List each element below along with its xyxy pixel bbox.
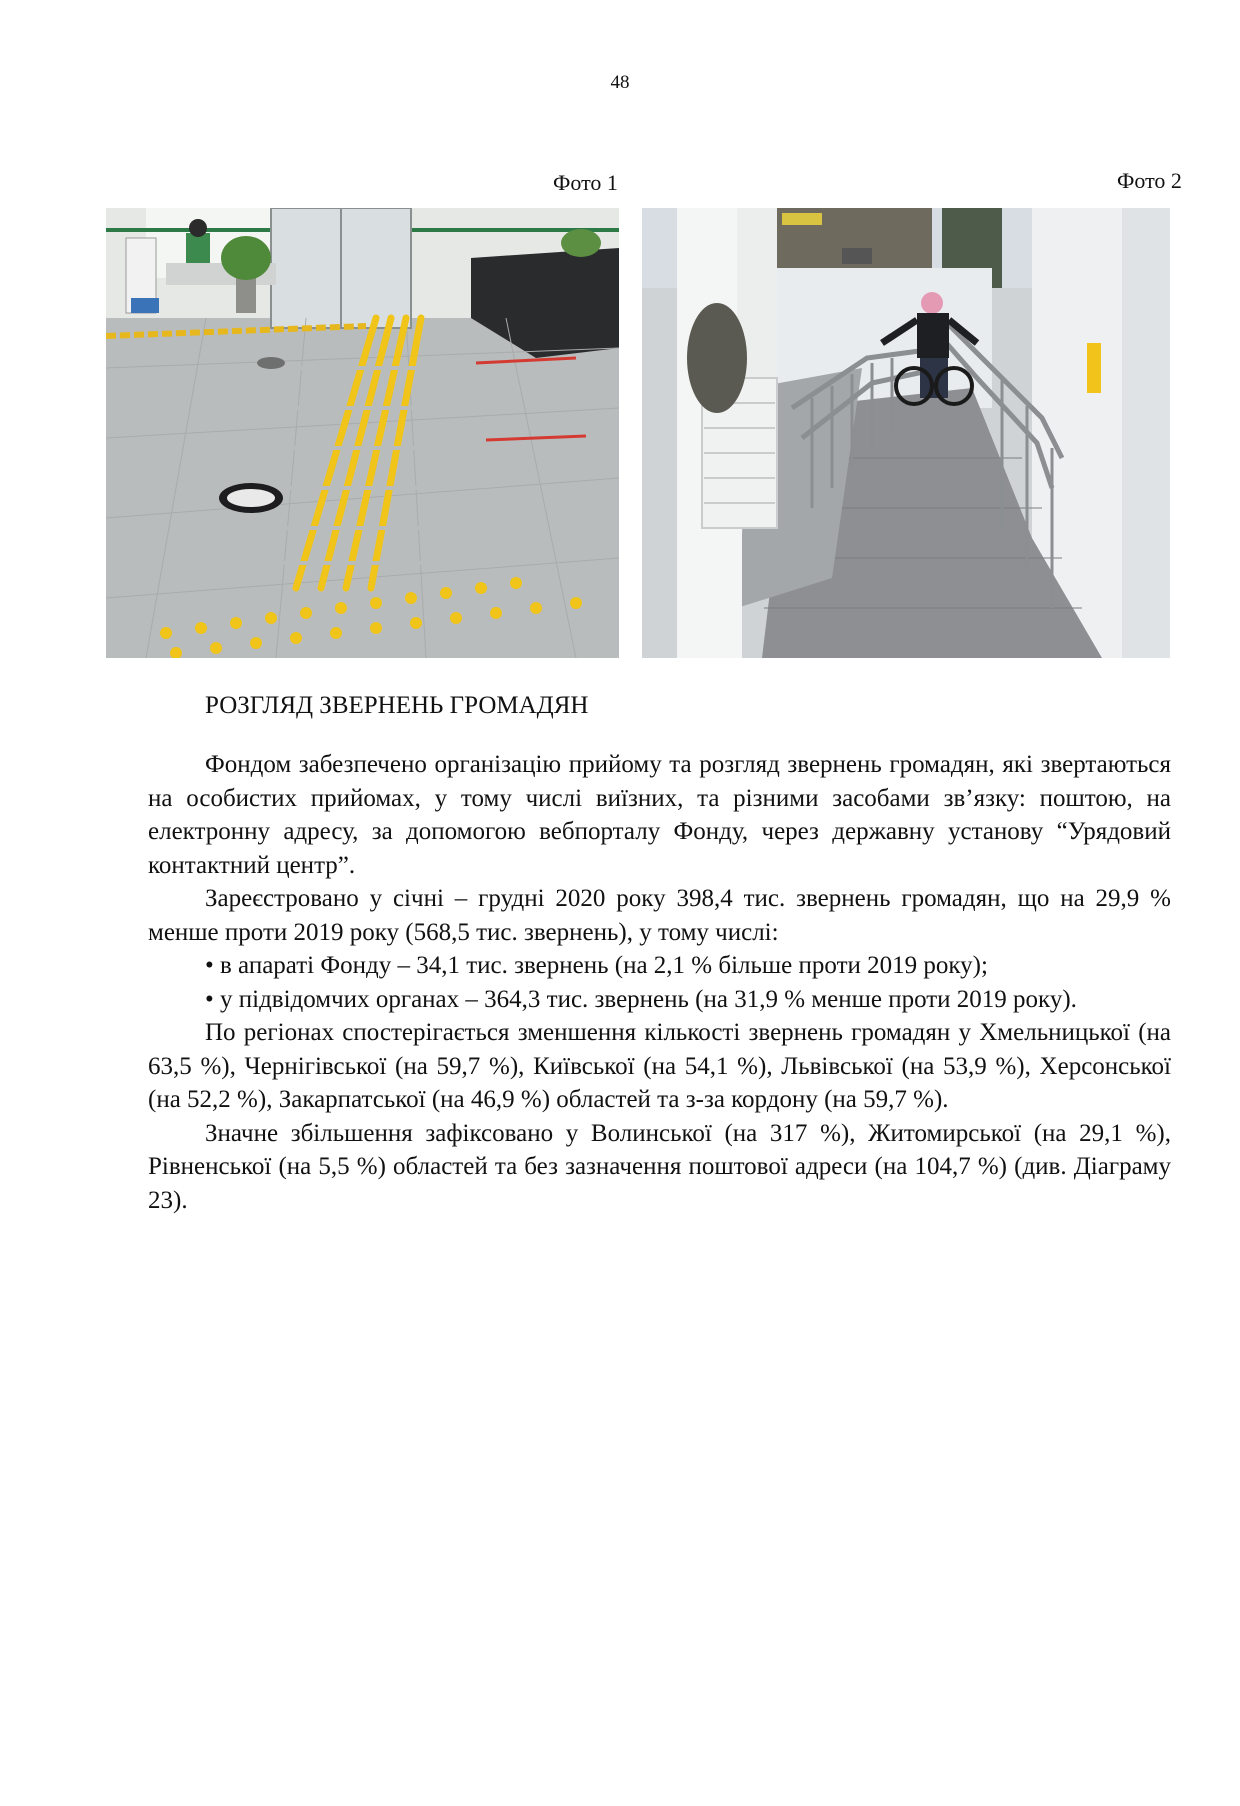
paragraph: Значне збільшення зафіксовано у Волинської (на 317 %), Житомирської (на 29,1 %), Рівненської (на 5,5 %) областей та без зазначення поштової адреси (на 104,7 %) (див. Діаграму 23).: [148, 1119, 1171, 1214]
paragraph: По регіонах спостерігається зменшення кількості звернень громадян у Хмельницької (на 63,5 %), Чернігівської (на 59,7 %), Київської (на 54,1 %), Львівської (на 53,9 %), Херсонської (на 52,2 %), Закарпатської (на 46,9 %) областей та з-за кордону (на 59,7 %).: [148, 1019, 1171, 1113]
photo-2-caption: Фото 2: [1117, 168, 1182, 193]
bullet-paragraph: • у підвідомчих органах – 364,3 тис. звернень (на 31,9 % менше проти 2019 року).: [205, 985, 1077, 1013]
section-heading: РОЗГЛЯД ЗВЕРНЕНЬ ГРОМАДЯН: [205, 692, 589, 719]
paragraph: Зареєстровано у січні – грудні 2020 року 398,4 тис. звернень громадян, що на 29,9 % менше проти 2019 року (568,5 тис. звернень), у тому числі:: [148, 885, 1171, 946]
paragraph: Фондом забезпечено організацію прийому та розгляд звернень громадян, які звертаються на особистих прийомах, у тому числі виїзних, та різними засобами зв’язку: поштою, на електронну адресу, за допомогою вебпорталу Фонду, через державну установу “Урядовий контактний центр”.: [148, 751, 1171, 879]
bullet-paragraph: • в апараті Фонду – 34,1 тис. звернень (на 2,1 % більше проти 2019 року);: [205, 952, 988, 979]
page-number: 48: [610, 72, 630, 93]
section-body: [148, 748, 1171, 1217]
photo-2-ramp-wheelchair: [642, 208, 1170, 658]
photo-1-office-tactile-paving: [106, 208, 619, 658]
photo-1-caption: Фото 1: [553, 170, 618, 195]
